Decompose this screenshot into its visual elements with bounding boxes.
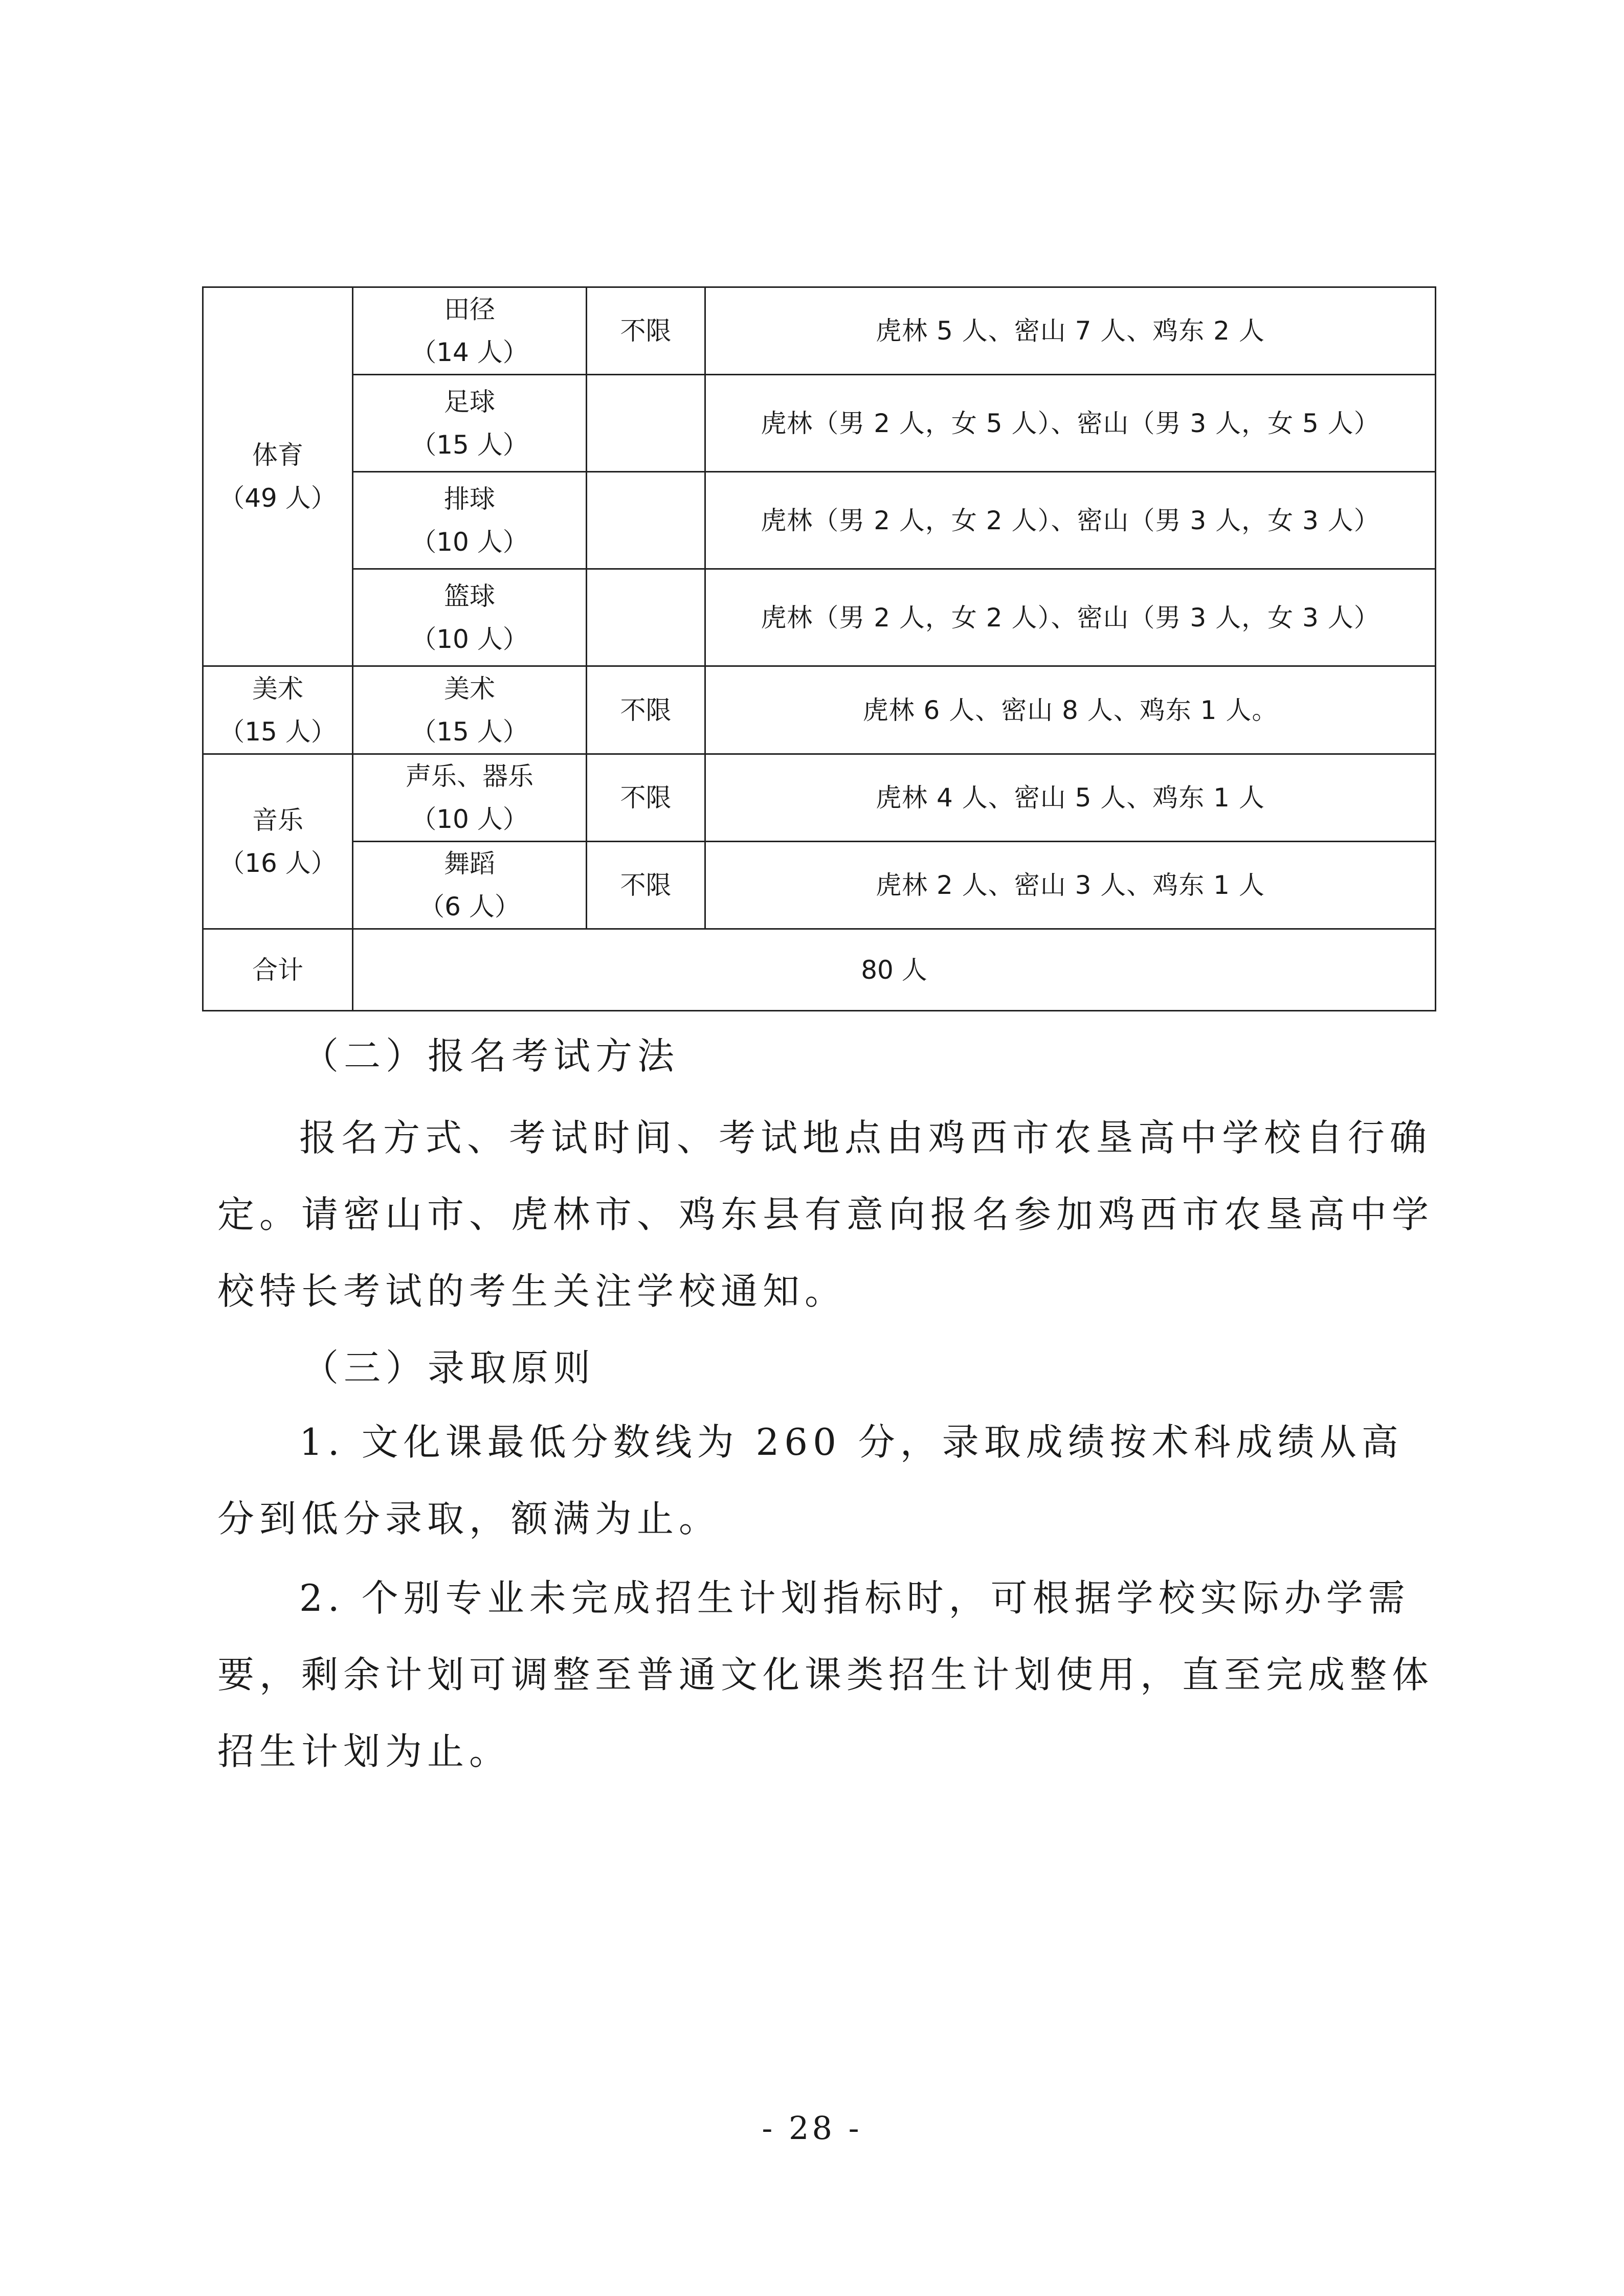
table-row (203, 842, 1436, 929)
principle-item-1: 1. 文化课最低分数线为 260 分，录取成绩按术科成绩从高分到低分录取，额满为止。 (217, 1421, 1404, 1540)
item-cell (353, 569, 587, 666)
total-value: 80 人 (353, 929, 1436, 1011)
item-name: 篮球 (444, 581, 495, 611)
category-count: （16 人） (219, 848, 337, 878)
plan-cell: 虎林 5 人、密山 7 人、鸡东 2 人 (705, 287, 1436, 375)
gender-cell (587, 472, 705, 569)
plan-cell: 虎林 6 人、密山 8 人、鸡东 1 人。 (705, 666, 1436, 754)
table-row (203, 472, 1436, 569)
item-name: 美术 (444, 673, 495, 704)
category-cell-art (203, 666, 353, 754)
table-row (203, 287, 1436, 375)
enrollment-plan-table (202, 286, 1436, 1011)
item-count: （10 人） (411, 624, 528, 654)
category-cell-music (203, 754, 353, 929)
item-name: 排球 (444, 484, 495, 514)
principle-item-2: 2. 个别专业未完成招生计划指标时，可根据学校实际办学需要，剩余计划可调整至普通文化课类招生计划使用，直至完成整体招生计划为止。 (217, 1577, 1434, 1773)
item-cell (353, 842, 587, 929)
item-name: 田径 (444, 295, 495, 324)
page-number: - 28 - (762, 2109, 862, 2147)
table-row (203, 666, 1436, 754)
item-count: （10 人） (411, 527, 528, 557)
plan-cell: 虎林（男 2 人，女 2 人）、密山（男 3 人，女 3 人） (705, 569, 1436, 666)
item-cell (353, 754, 587, 842)
item-count: （10 人） (411, 804, 528, 834)
item-count: （15 人） (411, 430, 528, 460)
table-row (203, 754, 1436, 842)
item-cell (353, 472, 587, 569)
plan-cell: 虎林（男 2 人，女 5 人）、密山（男 3 人，女 5 人） (705, 375, 1436, 472)
table-row (203, 569, 1436, 666)
category-cell-sports (203, 287, 353, 666)
category-count: （15 人） (219, 716, 337, 747)
gender-cell: 不限 (587, 287, 705, 375)
item-count: （6 人） (419, 892, 520, 921)
gender-cell: 不限 (587, 666, 705, 754)
item-count: （15 人） (411, 716, 528, 747)
item-cell (353, 375, 587, 472)
item-name: 舞蹈 (444, 849, 495, 879)
category-name: 体育 (252, 440, 303, 470)
section-heading-method: （二）报名考试方法 (302, 1034, 680, 1077)
gender-cell: 不限 (587, 754, 705, 842)
gender-cell: 不限 (587, 842, 705, 929)
category-name: 美术 (252, 673, 303, 704)
table-row (203, 375, 1436, 472)
category-name: 音乐 (252, 805, 303, 835)
item-cell (353, 287, 587, 375)
plan-cell: 虎林 4 人、密山 5 人、鸡东 1 人 (705, 754, 1436, 842)
plan-cell: 虎林 2 人、密山 3 人、鸡东 1 人 (705, 842, 1436, 929)
category-count: （49 人） (219, 483, 337, 513)
table-row-total (203, 929, 1436, 1011)
gender-cell (587, 569, 705, 666)
section-body-method: 报名方式、考试时间、考试地点由鸡西市农垦高中学校自行确定。请密山市、虎林市、鸡东县有意向报名参加鸡西市农垦高中学校特长考试的考生关注学校通知。 (217, 1116, 1434, 1313)
item-count: （14 人） (411, 337, 528, 367)
item-cell (353, 666, 587, 754)
item-name: 声乐、器乐 (406, 761, 533, 791)
item-name: 足球 (444, 387, 495, 417)
total-label: 合计 (203, 929, 353, 1011)
section-heading-principle: （三）录取原则 (302, 1346, 596, 1389)
gender-cell (587, 375, 705, 472)
plan-cell: 虎林（男 2 人，女 2 人）、密山（男 3 人，女 3 人） (705, 472, 1436, 569)
